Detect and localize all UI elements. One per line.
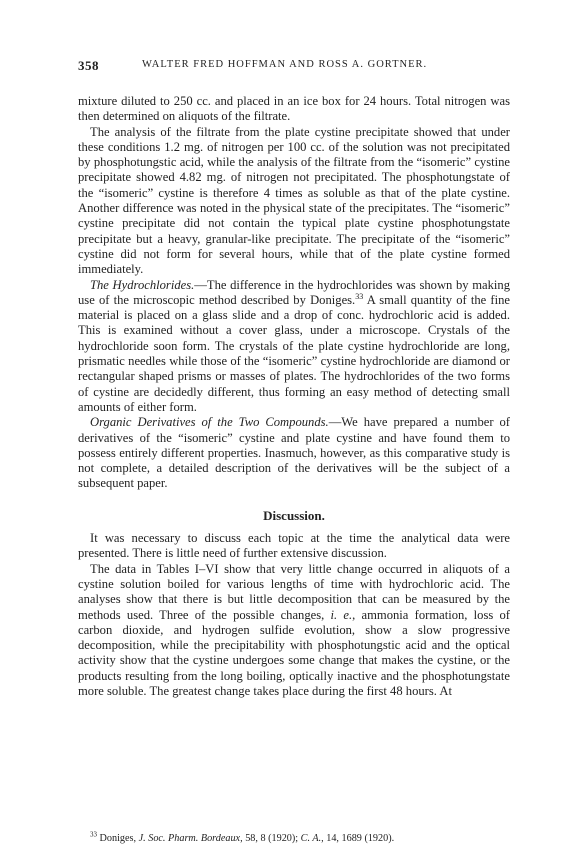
paragraph bbox=[78, 562, 510, 700]
page-number: 358 bbox=[78, 58, 99, 73]
paragraph: It was necessary to discuss each topic at the time the analytical data were presented. There is little need of further extensive discussion. bbox=[78, 531, 510, 561]
footnote-text: 58, 8 (1920); bbox=[242, 833, 301, 844]
footnote-text: 14, 1689 (1920). bbox=[323, 833, 395, 844]
footnote-text: Doniges, bbox=[97, 833, 139, 844]
footnote-journal: J. Soc. Pharm. Bordeaux, bbox=[138, 833, 243, 844]
body-text bbox=[78, 94, 510, 699]
paragraph-hydrochlorides bbox=[78, 278, 510, 416]
footnote-mark: 33 bbox=[90, 830, 97, 839]
footnote-journal: C. A., bbox=[300, 833, 324, 844]
running-head: WALTER FRED HOFFMAN AND ROSS A. GORTNER. bbox=[142, 59, 428, 70]
paragraph-text: The data in Tables I–VI show that very little change occurred in aliquots of a cystine solution boiled for various lengths of time with hydrochloric acid. The analyses show that there is but little decomposition that can be measured by the methods used. Three of the possible changes, bbox=[78, 561, 510, 622]
paragraph-text: —We have prepared a number of derivatives of the “isomeric” cystine and plate cystine and have found them to possess entirely different properties. Inasmuch, however, as this comparative study is not complete, a detailed description of the derivatives will be the subject of a subsequent paper. bbox=[78, 415, 510, 491]
paragraph-text: , ammonia formation, loss of carbon dioxide, and hydrogen sulfide evolution, show a slow progressive decomposition, while the precipitability with phosphotungstic acid and the optical activity show that the cystine undergoes some change that makes the cystine, or the products resulting from the long boiling, optically inactive and the phosphotungstate more soluble. The greatest change takes place during the first 48 hours. At bbox=[78, 607, 510, 698]
paragraph: The analysis of the filtrate from the plate cystine precipitate showed that under these conditions 1.2 mg. of nitrogen per 100 cc. of the solution was not precipitated by phosphotungstic acid, while the analysis of the filtrate from the “isomeric” cystine precipitate showed 4.82 mg. of nitrogen not precipitated. The phosphotungstate of the “isomeric” cystine is therefore 4 times as soluble as that of the plate cystine. Another difference was noted in the physical state of the precipitates. The “isomeric” cystine precipitate did not contain the typical plate cystine phosphotungstate precipitate but a heavy, granular-like precipitate. The precipitate of the “isomeric” cystine did not form for several hours, while that of the plate cystine formed immediately. bbox=[78, 124, 510, 277]
page-header bbox=[78, 58, 508, 76]
paragraph-title: Organic Derivatives of the Two Compounds. bbox=[90, 415, 329, 430]
footnote-reference: 33 bbox=[355, 291, 364, 301]
paragraph-title: The Hydrochlorides. bbox=[90, 277, 195, 292]
paragraph-text: A small quantity of the fine material is placed on a glass slide and a drop of conc. hydrochloric acid is added. This is examined without a cover glass, under a microscope. Crystals of the hydrochloride soon form. The crystals of the plate cystine hydrochloride are long, prismatic needles while those of the “isomeric” cystine hydrochloride are diamond or rectangular shaped prisms or masses of plates. The hydrochlorides of the two forms of cystine are decidedly different, thus forming an easy method of detecting small amounts of either form. bbox=[78, 292, 511, 414]
inline-italic: i. e. bbox=[330, 607, 353, 622]
paragraph: mixture diluted to 250 cc. and placed in an ice box for 24 hours. Total nitrogen was then determined on aliquots of the filtrate. bbox=[78, 94, 510, 124]
paragraph-text: —The difference in the hydrochlorides was shown by making use of the microscopic method described by Doniges. bbox=[78, 277, 510, 307]
paragraph-organic-derivatives bbox=[78, 415, 510, 491]
section-heading: Discussion. bbox=[263, 507, 325, 523]
footnote bbox=[90, 830, 510, 845]
